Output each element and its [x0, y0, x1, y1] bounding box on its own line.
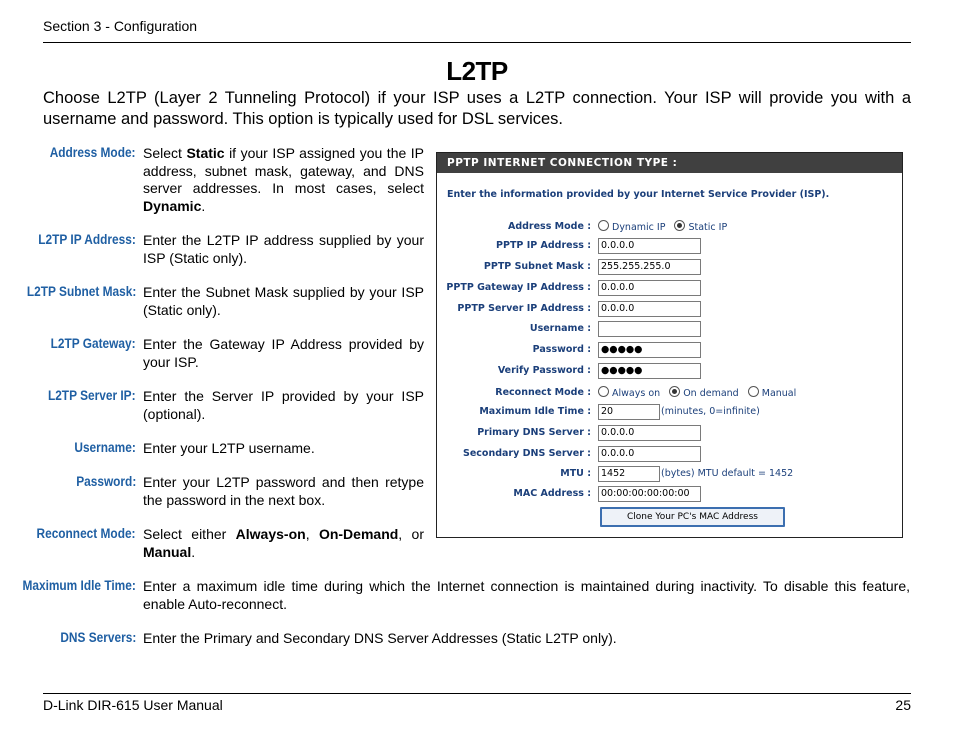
dynamic-ip-radio[interactable] — [598, 220, 609, 231]
reconnect-mode-label: Reconnect Mode : — [495, 387, 591, 398]
header-divider — [43, 42, 911, 43]
server-ip-label: PPTP Server IP Address : — [457, 303, 591, 314]
ip-address-label: PPTP IP Address : — [496, 240, 591, 251]
username-field[interactable] — [598, 321, 701, 337]
row-server-ip — [437, 301, 902, 319]
on-demand-radio[interactable] — [669, 386, 680, 397]
subnet-mask-label: PPTP Subnet Mask : — [483, 261, 591, 272]
subnet-mask-field[interactable]: 255.255.255.0 — [598, 259, 701, 275]
gateway-field[interactable]: 0.0.0.0 — [598, 280, 701, 296]
always-on-radio[interactable] — [598, 386, 609, 397]
footer-divider — [43, 693, 911, 694]
panel-heading: PPTP INTERNET CONNECTION TYPE : — [437, 153, 902, 173]
term-l2tp-gateway: L2TP Gateway: — [51, 336, 136, 351]
term-username: Username: — [74, 440, 136, 455]
row-username — [437, 321, 902, 339]
desc-maximum-idle-time: Enter a maximum idle time during which the Internet connection is maintained during inactivity. To disable this feature, enable Auto-reconnect. — [143, 578, 910, 612]
on-demand-label: On demand — [683, 388, 739, 399]
desc-l2tp-subnet-mask: Enter the Subnet Mask supplied by your ISP (Static only). — [143, 284, 424, 318]
desc-l2tp-gateway: Enter the Gateway IP Address provided by your ISP. — [143, 336, 424, 370]
secondary-dns-label: Secondary DNS Server : — [463, 448, 591, 459]
reconnect-mode-options — [598, 386, 802, 399]
static-ip-radio[interactable] — [674, 220, 685, 231]
max-idle-label: Maximum Idle Time : — [479, 406, 591, 417]
static-ip-label: Static IP — [688, 222, 728, 233]
mtu-field[interactable]: 1452 — [598, 466, 660, 482]
term-address-mode: Address Mode: — [50, 145, 136, 160]
term-l2tp-subnet-mask: L2TP Subnet Mask: — [26, 284, 136, 299]
term-maximum-idle-time: Maximum Idle Time: — [22, 578, 136, 593]
term-l2tp-ip-address: L2TP IP Address: — [38, 232, 136, 247]
address-mode-options — [598, 220, 733, 233]
primary-dns-field[interactable]: 0.0.0.0 — [598, 425, 701, 441]
mac-address-label: MAC Address : — [513, 488, 591, 499]
dynamic-ip-label: Dynamic IP — [612, 222, 666, 233]
term-password: Password: — [75, 474, 136, 489]
desc-l2tp-ip-address: Enter the L2TP IP address supplied by your ISP (Static only). — [143, 232, 424, 266]
clone-mac-button[interactable]: Clone Your PC's MAC Address — [600, 507, 785, 527]
desc-password: Enter your L2TP password and then retype the password in the next box. — [143, 474, 424, 508]
row-password — [437, 342, 902, 360]
verify-password-field[interactable]: ●●●●● — [598, 363, 701, 379]
verify-password-label: Verify Password : — [497, 365, 591, 376]
row-max-idle — [437, 404, 902, 422]
row-mac-address — [437, 486, 902, 504]
row-gateway — [437, 280, 902, 298]
username-label: Username : — [529, 323, 591, 334]
server-ip-field[interactable]: 0.0.0.0 — [598, 301, 701, 317]
desc-username: Enter your L2TP username. — [143, 440, 315, 456]
intro-paragraph: Choose L2TP (Layer 2 Tunneling Protocol) if your ISP uses a L2TP connection. Your ISP will provide you with a username and password. This option is typically used for DSL services. — [43, 89, 911, 128]
row-verify-password — [437, 363, 902, 381]
desc-address-mode: Select Static if your ISP assigned you the IP address, subnet mask, gateway, and DNS server addresses. In most cases, select Dynamic. — [143, 145, 425, 214]
term-l2tp-server-ip: L2TP Server IP: — [48, 388, 136, 403]
row-subnet-mask — [437, 259, 902, 277]
address-mode-label: Address Mode : — [507, 221, 591, 232]
desc-l2tp-server-ip: Enter the Server IP provided by your ISP (optional). — [143, 388, 424, 422]
term-dns-servers: DNS Servers: — [60, 630, 136, 645]
page-title: L2TP — [446, 56, 508, 86]
page-number: 25 — [895, 697, 911, 713]
pptp-settings-panel — [436, 152, 903, 538]
max-idle-hint: (minutes, 0=infinite) — [661, 406, 760, 417]
desc-reconnect-mode: Select either Always-on, On-Demand, or Manual. — [143, 526, 425, 560]
desc-dns-servers: Enter the Primary and Secondary DNS Server Addresses (Static L2TP only). — [143, 630, 617, 646]
ip-address-field[interactable]: 0.0.0.0 — [598, 238, 701, 254]
row-address-mode — [437, 219, 902, 237]
always-on-label: Always on — [612, 388, 661, 399]
mtu-hint: (bytes) MTU default = 1452 — [661, 468, 794, 479]
row-secondary-dns — [437, 446, 902, 464]
panel-info-text: Enter the information provided by your Internet Service Provider (ISP). — [447, 189, 830, 200]
section-header: Section 3 - Configuration — [43, 18, 198, 34]
manual-radio[interactable] — [748, 386, 759, 397]
max-idle-field[interactable]: 20 — [598, 404, 660, 420]
term-reconnect-mode: Reconnect Mode: — [36, 526, 136, 541]
primary-dns-label: Primary DNS Server : — [477, 427, 591, 438]
row-ip-address — [437, 238, 902, 256]
mtu-label: MTU : — [560, 468, 591, 479]
password-label: Password : — [532, 344, 591, 355]
row-reconnect-mode — [437, 385, 902, 403]
row-mtu — [437, 466, 902, 484]
manual-label: Manual — [761, 388, 797, 399]
secondary-dns-field[interactable]: 0.0.0.0 — [598, 446, 701, 462]
password-field[interactable]: ●●●●● — [598, 342, 701, 358]
gateway-label: PPTP Gateway IP Address : — [446, 282, 591, 293]
mac-address-field[interactable]: 00:00:00:00:00:00 — [598, 486, 701, 502]
manual-name: D-Link DIR-615 User Manual — [43, 697, 223, 713]
row-primary-dns — [437, 425, 902, 443]
